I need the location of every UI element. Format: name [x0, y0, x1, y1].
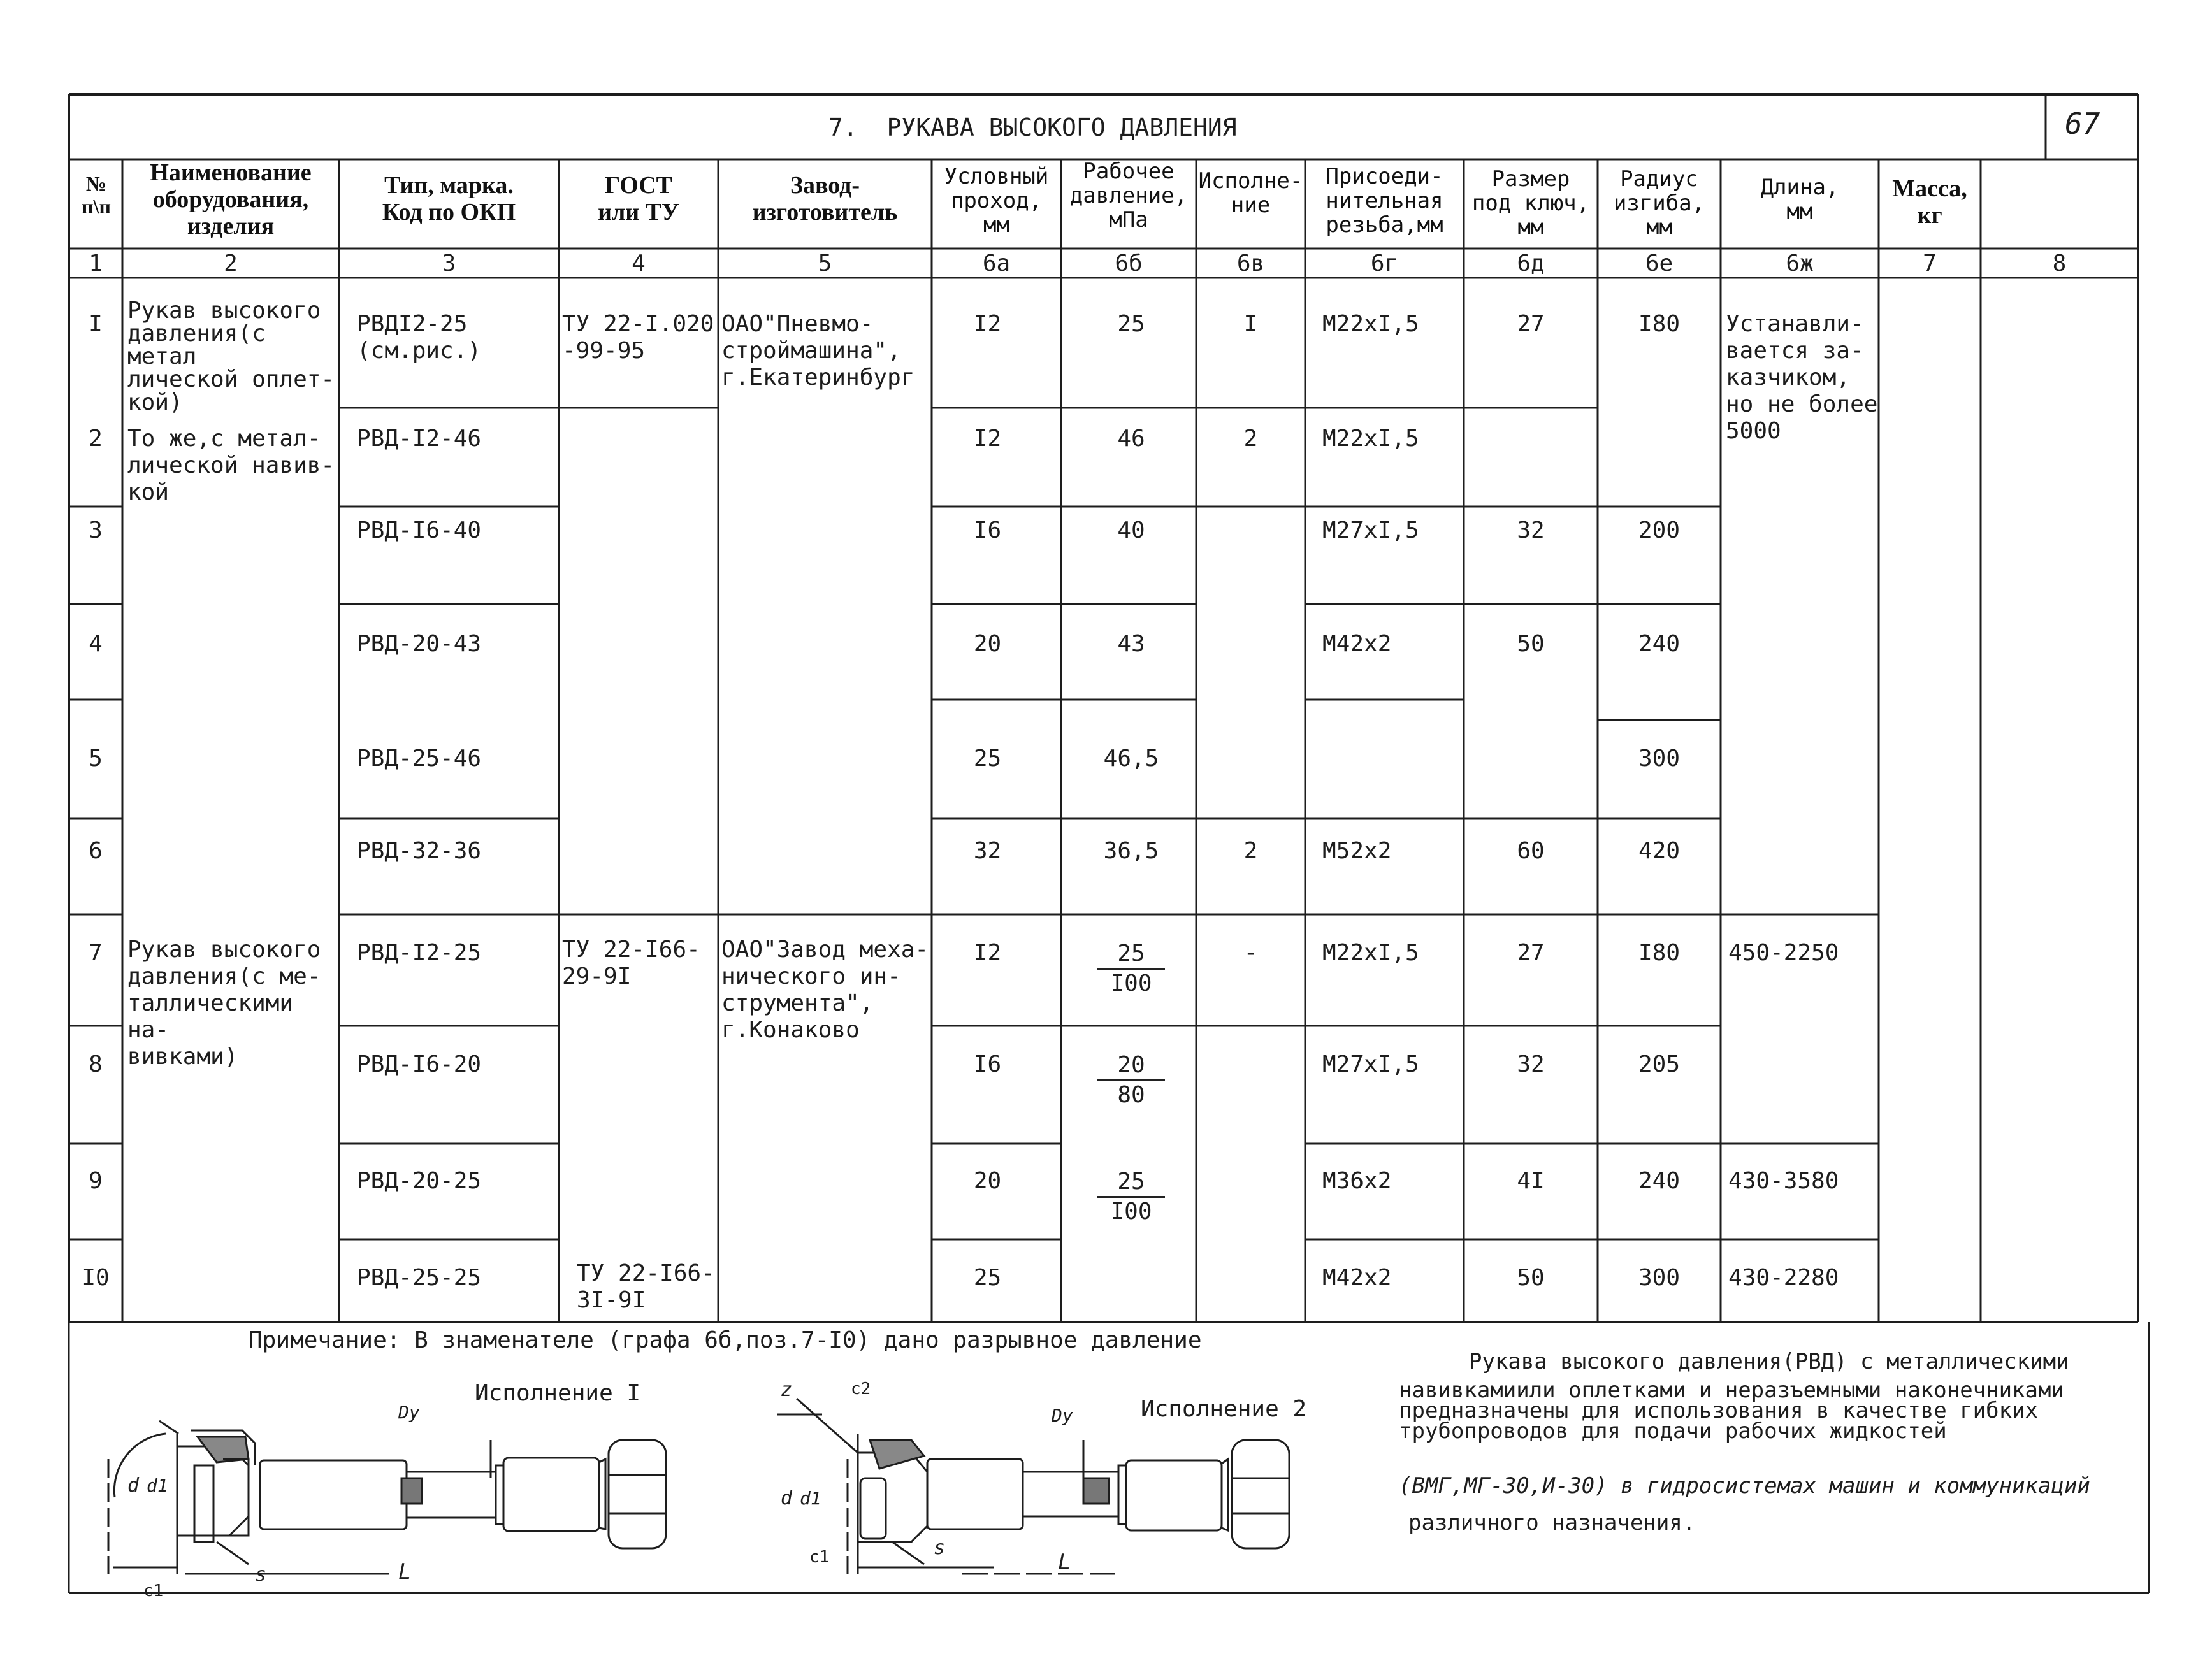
colnum-6e: 6е	[1645, 250, 1673, 277]
row-1-dy: I2	[973, 311, 1002, 337]
header-variant: Исполне- ние	[1198, 168, 1303, 218]
row-7-length: 450-2250	[1728, 940, 1839, 966]
row-3-p: 40	[1117, 517, 1145, 543]
fig1-label-c1: c1	[143, 1581, 164, 1601]
colnum-6d: 6д	[1517, 250, 1545, 277]
colnum-7: 7	[1923, 250, 1937, 277]
row-9-radius: 240	[1638, 1168, 1681, 1194]
row-3-dy: I6	[973, 517, 1002, 543]
row-1-isp: I	[1243, 311, 1258, 337]
description-line-6: различного назначения.	[1408, 1510, 1696, 1536]
row-5-type: РВД-25-46	[357, 745, 482, 772]
row-1-radius: I80	[1638, 311, 1681, 337]
description-line-3: предназначены для использования в качестве гибких	[1399, 1398, 2039, 1423]
header-gost: ГОСТ или ТУ	[598, 172, 679, 226]
table-note: Примечание: В знаменателе (графа 6б,поз.7-I0) дано разрывное давление	[249, 1327, 1202, 1353]
row-10-thread: М42х2	[1322, 1265, 1392, 1291]
row-2-p: 46	[1117, 426, 1145, 452]
row-9-no: 9	[89, 1168, 103, 1194]
colnum-6zh: 6ж	[1786, 250, 1814, 277]
row-10-length: 430-2280	[1728, 1265, 1839, 1291]
header-radius: Радиус изгиба, мм	[1613, 166, 1705, 240]
row-2-type: РВД-I2-46	[357, 426, 482, 452]
row-7-radius: I80	[1638, 940, 1681, 966]
row-6-radius: 420	[1638, 838, 1681, 864]
fig2-label-dy: Dy	[1052, 1405, 1073, 1426]
row-8-key: 32	[1517, 1051, 1545, 1077]
group1-length: Устанавли- вается за- казчиком, но не более 5000	[1726, 311, 1878, 444]
row-4-radius: 240	[1638, 631, 1681, 657]
row-1-no: I	[89, 311, 103, 337]
header-key: Размер под ключ, мм	[1471, 166, 1590, 240]
pressure-burst: I00	[1110, 1199, 1152, 1225]
row-8-type: РВД-I6-20	[357, 1051, 482, 1077]
fig1-label-s: s	[255, 1564, 267, 1586]
row-6-thread: М52х2	[1322, 838, 1392, 864]
group1-maker: ОАО"Пневмо- строймашина", г.Екатеринбург	[721, 311, 915, 391]
header-thread: Присоеди- нительная резьба,мм	[1326, 164, 1443, 238]
header-mass: Масса, кг	[1892, 175, 1967, 229]
group1-gost: ТУ 22-I.020 -99-95	[562, 311, 714, 364]
fig2-title: Исполнение 2	[1141, 1396, 1307, 1422]
page-title: 7. РУКАВА ВЫСОКОГО ДАВЛЕНИЯ	[828, 113, 1237, 141]
row-10-key: 50	[1517, 1265, 1545, 1291]
pressure-working: 25	[1097, 940, 1165, 970]
row-8-radius: 205	[1638, 1051, 1681, 1077]
row-9-type: РВД-20-25	[357, 1168, 482, 1194]
row-6-dy: 32	[973, 838, 1002, 864]
row-1-thread: М22хI,5	[1322, 311, 1419, 337]
row-9-length: 430-3580	[1728, 1168, 1839, 1194]
colnum-3: 3	[442, 250, 456, 277]
row-4-thread: М42х2	[1322, 631, 1392, 657]
row-2-dy: I2	[973, 426, 1002, 452]
colnum-5: 5	[818, 250, 832, 277]
colnum-2: 2	[224, 250, 238, 277]
description-line-4: трубопроводов для подачи рабочих жидкостей	[1399, 1418, 1947, 1444]
row-4-dy: 20	[973, 631, 1002, 657]
colnum-6v: 6в	[1236, 250, 1265, 277]
fig2-label-c1: c1	[809, 1548, 830, 1567]
row-7-dy: I2	[973, 940, 1002, 966]
row-6-no: 6	[89, 838, 103, 864]
fig2-label-L: L	[1058, 1550, 1071, 1575]
row-3-thread: М27хI,5	[1322, 517, 1419, 543]
description-line-2: навивкамиили оплетками и неразъемными наконечниками	[1399, 1378, 2064, 1403]
fig1-title: Исполнение I	[475, 1380, 641, 1406]
row-7-isp: -	[1243, 940, 1258, 966]
fig1-label-L: L	[398, 1559, 412, 1585]
colnum-8: 8	[2052, 250, 2067, 277]
group3-gost: ТУ 22-I66- 29-9I	[562, 937, 700, 990]
pressure-burst: 80	[1117, 1082, 1145, 1108]
fig1-label-dy: Dy	[398, 1402, 420, 1423]
page-number: 67	[2065, 106, 2100, 141]
row-6-type: РВД-32-36	[357, 838, 482, 864]
row-8-dy: I6	[973, 1051, 1002, 1077]
group1-name: Рукав высокого давления(с метал лической оплет- кой)	[127, 298, 335, 415]
row-1-key: 27	[1517, 311, 1545, 337]
header-dy: Условный проход, мм	[944, 164, 1049, 238]
fig2-label-s: s	[934, 1537, 946, 1559]
colnum-4: 4	[632, 250, 646, 277]
pressure-working: 20	[1097, 1051, 1165, 1081]
row-9-pressure-fraction	[1083, 1168, 1179, 1226]
row-3-no: 3	[89, 517, 103, 543]
row-7-key: 27	[1517, 940, 1545, 966]
fig2-label-d: d	[781, 1487, 793, 1509]
row-9-key: 4I	[1517, 1168, 1545, 1194]
row-3-key: 32	[1517, 517, 1545, 543]
header-name: Наименование оборудования, изделия	[150, 159, 312, 240]
description-line-1: Рукава высокого давления(РВД) с металлическими	[1469, 1349, 2069, 1374]
pressure-working: 25	[1097, 1168, 1165, 1198]
row-3-type: РВД-I6-40	[357, 517, 482, 543]
header-no: № п\п	[82, 172, 111, 218]
row-10-type: РВД-25-25	[357, 1265, 482, 1291]
colnum-6a: 6а	[982, 250, 1011, 277]
group2-name: То же,с метал- лической навив- кой	[127, 426, 335, 505]
row-10-radius: 300	[1638, 1265, 1681, 1291]
header-length: Длина, мм	[1760, 175, 1839, 224]
row-4-p: 43	[1117, 631, 1145, 657]
row-4-type: РВД-20-43	[357, 631, 482, 657]
description-line-5: (ВМГ,МГ-30,И-30) в гидросистемах машин и коммуникаций	[1399, 1473, 2090, 1499]
row-2-no: 2	[89, 426, 103, 452]
group3-name: Рукав высокого давления(с ме- таллическими на- вивками)	[127, 937, 321, 1070]
row-8-no: 8	[89, 1051, 103, 1077]
row-7-type: РВД-I2-25	[357, 940, 482, 966]
colnum-1: 1	[89, 250, 103, 277]
header-maker: Завод- изготовитель	[752, 172, 898, 226]
colnum-6b: 6б	[1115, 250, 1143, 277]
hose-drawing-variant-2	[765, 1383, 1402, 1593]
row-5-radius: 300	[1638, 745, 1681, 772]
row-5-no: 5	[89, 745, 103, 772]
row-7-thread: М22хI,5	[1322, 940, 1419, 966]
row-7-pressure-fraction	[1083, 940, 1179, 998]
fig2-label-z: z	[781, 1379, 793, 1401]
group3-gost-row10: ТУ 22-I66- 3I-9I	[577, 1260, 715, 1313]
header-type: Тип, марка. Код по ОКП	[382, 172, 516, 226]
row-6-key: 60	[1517, 838, 1545, 864]
header-pressure: Рабочее давление, мПа	[1069, 159, 1188, 233]
row-7-no: 7	[89, 940, 103, 966]
row-4-key: 50	[1517, 631, 1545, 657]
row-10-no: I0	[82, 1265, 110, 1291]
row-2-thread: М22хI,5	[1322, 426, 1419, 452]
row-9-dy: 20	[973, 1168, 1002, 1194]
colnum-6g: 6г	[1370, 250, 1399, 277]
row-1-type: РВДI2-25 (см.рис.)	[357, 311, 482, 364]
pressure-burst: I00	[1110, 970, 1152, 997]
row-6-isp: 2	[1243, 838, 1258, 864]
fig2-label-c2: c2	[851, 1379, 871, 1399]
fig1-label-d: d	[127, 1474, 140, 1497]
row-5-p: 46,5	[1103, 745, 1159, 772]
row-3-radius: 200	[1638, 517, 1681, 543]
row-10-dy: 25	[973, 1265, 1002, 1291]
row-5-dy: 25	[973, 745, 1002, 772]
row-8-thread: М27хI,5	[1322, 1051, 1419, 1077]
row-4-no: 4	[89, 631, 103, 657]
row-2-isp: 2	[1243, 426, 1258, 452]
group3-maker: ОАО"Завод меха- нического ин- струмента", г.Конаково	[721, 937, 929, 1043]
row-1-p: 25	[1117, 311, 1145, 337]
row-6-p: 36,5	[1103, 838, 1159, 864]
fig1-label-d1: d1	[147, 1475, 168, 1496]
row-9-thread: М36х2	[1322, 1168, 1392, 1194]
row-8-pressure-fraction	[1083, 1051, 1179, 1109]
fig2-label-d1: d1	[800, 1488, 821, 1509]
